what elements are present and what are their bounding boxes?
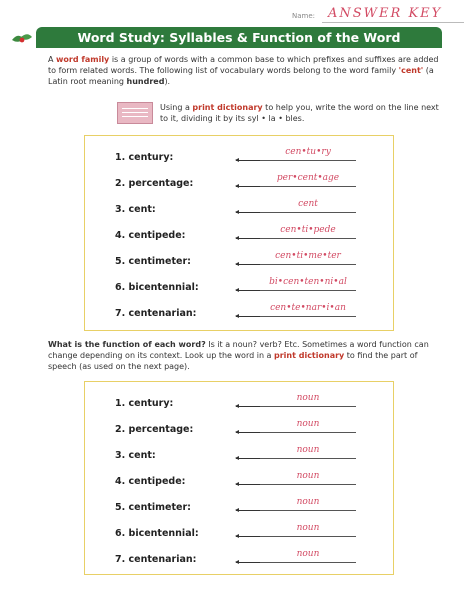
syllable-answer: bi•cen•ten•ni•al — [269, 277, 347, 287]
function-row — [85, 470, 393, 494]
intro-text: ). — [164, 77, 171, 86]
arrow-left-icon — [236, 160, 260, 161]
function-answer: noun — [296, 549, 320, 559]
vocab-word: 5. centimeter: — [115, 256, 191, 267]
function-row — [85, 522, 393, 546]
syllable-row — [85, 172, 393, 196]
vocab-word: 7. centenarian: — [115, 554, 197, 565]
answer-line[interactable] — [260, 290, 356, 291]
page-title: Word Study: Syllables & Function of the Word — [77, 30, 401, 45]
vocab-word: 3. cent: — [115, 450, 156, 461]
arrow-left-icon — [236, 316, 260, 317]
syllable-answer: cen•ti•pede — [280, 225, 336, 235]
answer-line[interactable] — [260, 510, 356, 511]
function-answer: noun — [296, 497, 320, 507]
vocab-word: 4. centipede: — [115, 230, 186, 241]
answer-line[interactable] — [260, 484, 356, 485]
arrow-left-icon — [236, 484, 260, 485]
vocab-word: 1. century: — [115, 152, 174, 163]
function-answer: noun — [296, 445, 320, 455]
function-row — [85, 548, 393, 572]
function-answer: noun — [296, 393, 320, 403]
term-word-family: word family — [56, 55, 110, 64]
function-row — [85, 496, 393, 520]
syllable-answer: per•cent•age — [276, 173, 340, 183]
arrow-left-icon — [236, 264, 260, 265]
term-print-dictionary: print dictionary — [274, 351, 345, 360]
syllables-box — [84, 135, 394, 331]
vocab-word: 3. cent: — [115, 204, 156, 215]
function-answer: noun — [296, 419, 320, 429]
vocab-word: 7. centenarian: — [115, 308, 197, 319]
vocab-word: 2. percentage: — [115, 178, 194, 189]
intro-text: is a group of words with a common base to which prefixes and suffixes are added to form related words. The following list of vocabulary words belong to the word family — [48, 55, 439, 75]
answer-line[interactable] — [260, 562, 356, 563]
holly-icon — [10, 30, 34, 46]
syllable-row — [85, 198, 393, 222]
intro-text: A — [48, 55, 57, 64]
syllable-row — [85, 302, 393, 326]
function-question-bold: What is the function of each word? — [48, 340, 206, 349]
answer-line[interactable] — [260, 432, 356, 433]
function-box — [84, 381, 394, 575]
answer-line[interactable] — [260, 406, 356, 407]
arrow-left-icon — [236, 510, 260, 511]
syllable-row — [85, 146, 393, 170]
name-rule — [322, 22, 464, 23]
answer-line[interactable] — [260, 458, 356, 459]
function-row — [85, 418, 393, 442]
arrow-left-icon — [236, 186, 260, 187]
function-row — [85, 444, 393, 468]
vocab-word: 5. centimeter: — [115, 502, 191, 513]
vocab-word: 1. century: — [115, 398, 174, 409]
function-question-text: to find the part of speech (as used on the next page). — [48, 351, 418, 371]
syllable-answer: cen•tu•ry — [285, 147, 331, 157]
instruction-part: Using a — [160, 103, 193, 112]
syllable-row — [85, 250, 393, 274]
arrow-left-icon — [236, 406, 260, 407]
arrow-left-icon — [236, 238, 260, 239]
syllable-row — [85, 276, 393, 300]
instruction-part: to help you, write the word on the line next to it, dividing it by its syl • la • bles. — [160, 103, 439, 123]
vocab-word: 6. bicentennial: — [115, 528, 199, 539]
name-value: ANSWER KEY — [328, 6, 443, 21]
answer-line[interactable] — [260, 536, 356, 537]
dictionary-image — [117, 102, 153, 124]
name-field[interactable] — [292, 6, 464, 26]
answer-line[interactable] — [260, 160, 356, 161]
arrow-left-icon — [236, 536, 260, 537]
arrow-left-icon — [236, 212, 260, 213]
answer-line[interactable] — [260, 212, 356, 213]
vocab-word: 6. bicentennial: — [115, 282, 199, 293]
term-cent: 'cent' — [398, 66, 424, 75]
syllable-row — [85, 224, 393, 248]
syllable-answer: cen•te•nar•i•an — [270, 303, 346, 313]
term-print-dictionary: print dictionary — [192, 103, 263, 112]
arrow-left-icon — [236, 290, 260, 291]
function-question — [48, 339, 444, 372]
title-banner — [36, 27, 442, 48]
arrow-left-icon — [236, 432, 260, 433]
function-answer: noun — [296, 523, 320, 533]
intro-text: (a Latin root meaning — [48, 66, 434, 86]
vocab-word: 2. percentage: — [115, 424, 194, 435]
name-label: Name: — [292, 12, 316, 20]
function-question-text: Is it a noun? verb? Etc. Sometimes a word function can change depending on its context. Look up the word in a — [48, 340, 429, 360]
intro-paragraph — [48, 54, 444, 87]
function-answer: noun — [296, 471, 320, 481]
syllable-answer: cen•ti•me•ter — [275, 251, 341, 261]
instruction-text — [160, 102, 440, 124]
answer-line[interactable] — [260, 316, 356, 317]
term-hundred: hundred — [126, 77, 165, 86]
vocab-word: 4. centipede: — [115, 476, 186, 487]
arrow-left-icon — [236, 458, 260, 459]
answer-line[interactable] — [260, 238, 356, 239]
function-row — [85, 392, 393, 416]
answer-line[interactable] — [260, 186, 356, 187]
arrow-left-icon — [236, 562, 260, 563]
syllable-answer: cent — [298, 199, 318, 209]
answer-line[interactable] — [260, 264, 356, 265]
